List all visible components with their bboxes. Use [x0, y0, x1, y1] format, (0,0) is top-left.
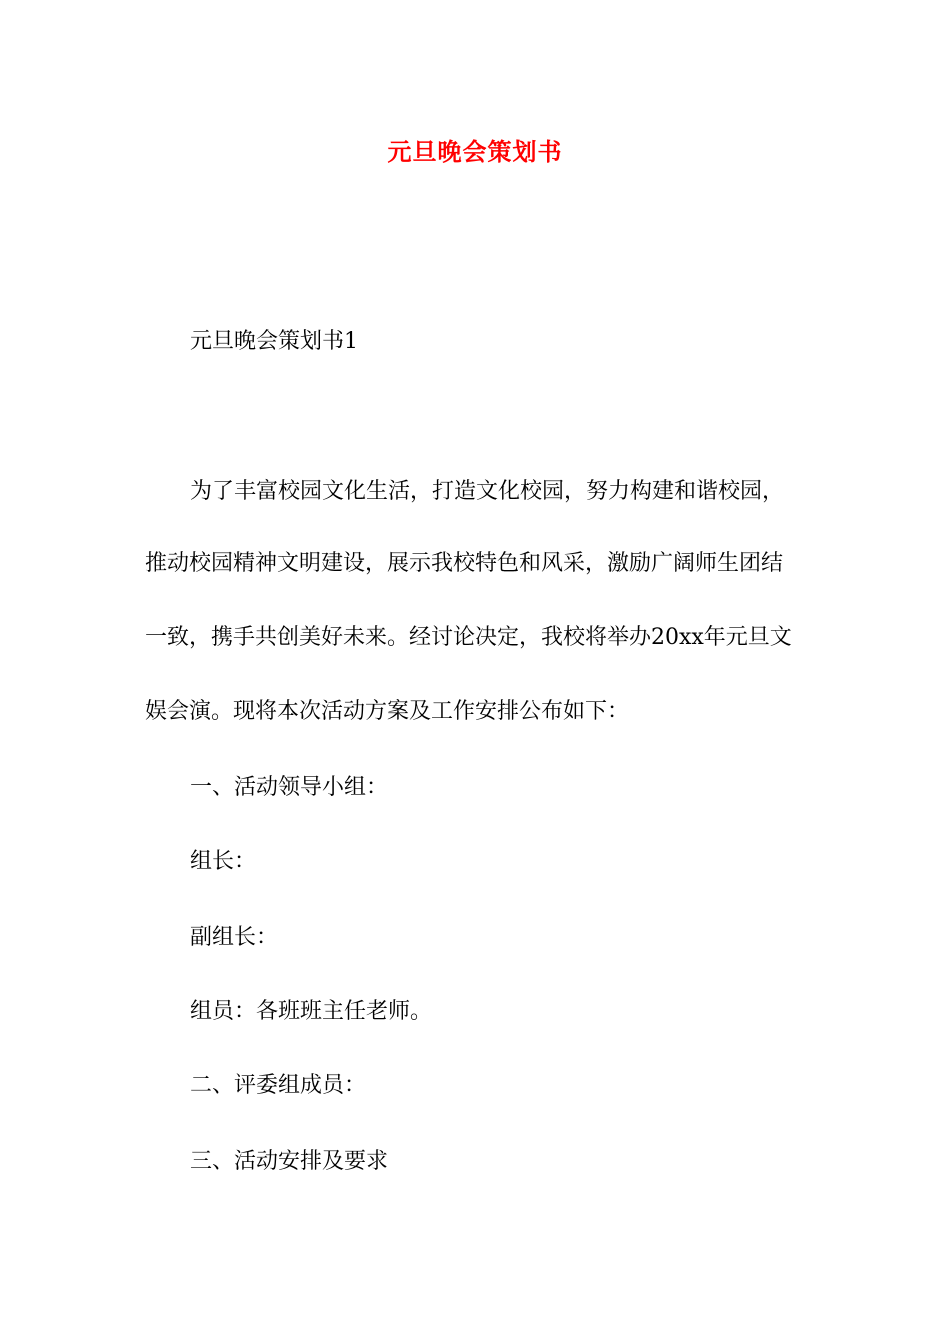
document-title: 元旦晚会策划书 [387, 137, 563, 166]
leader-line: 组长： [190, 849, 257, 874]
intro-line-4: 娱会演。现将本次活动方案及工作安排公布如下： [145, 699, 630, 724]
vice-leader-line: 副组长： [190, 925, 279, 950]
intro-line-1: 为了丰富校园文化生活，打造文化校园，努力构建和谐校园， [190, 479, 785, 504]
section-1-heading: 一、活动领导小组： [190, 775, 389, 800]
section-3-heading: 三、活动安排及要求 [190, 1149, 389, 1174]
members-line: 组员：各班班主任老师。 [190, 999, 433, 1024]
document-subtitle: 元旦晚会策划书1 [190, 329, 358, 354]
intro-line-2: 推动校园精神文明建设，展示我校特色和风采，激励广阔师生团结 [145, 551, 784, 576]
section-2-heading: 二、评委组成员： [190, 1073, 367, 1098]
intro-line-3: 一致，携手共创美好未来。经讨论决定，我校将举办20xx年元旦文 [145, 625, 792, 650]
